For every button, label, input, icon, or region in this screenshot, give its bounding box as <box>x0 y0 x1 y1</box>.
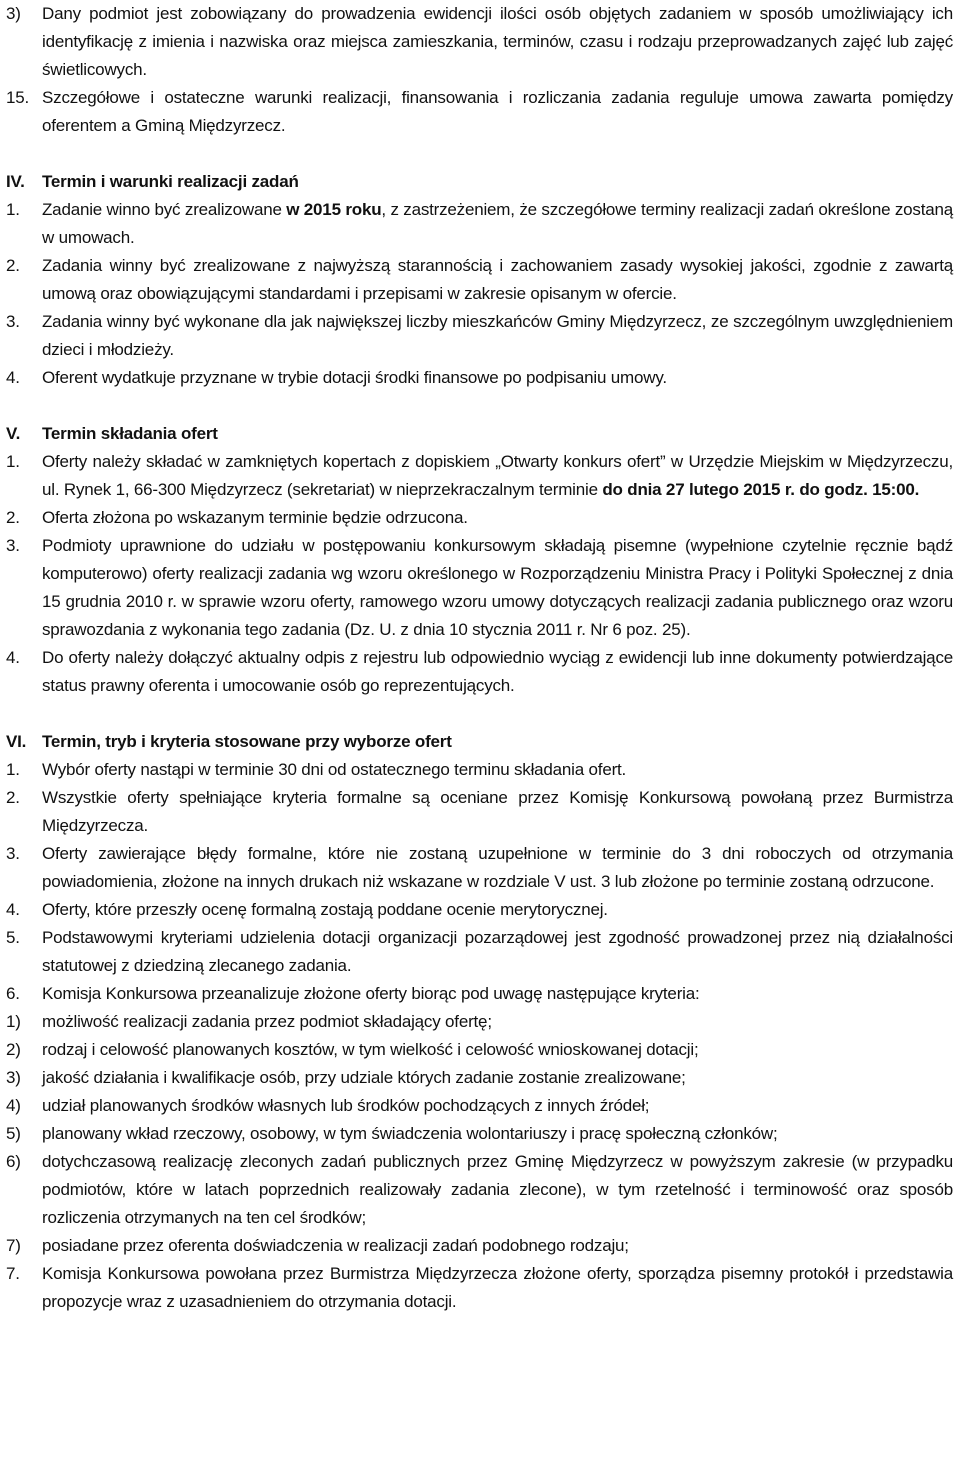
item-text: jakość działania i kwalifikacje osób, przy udziale których zadanie zostanie zrealizowane; <box>42 1068 686 1087</box>
list-item <box>6 504 953 532</box>
list-item <box>6 1260 953 1316</box>
section-heading-iv <box>6 168 953 196</box>
section-number: VI. <box>6 732 27 751</box>
item-text: Komisja Konkursowa przeanalizuje złożone oferty biorąc pod uwagę następujące kryteria: <box>42 984 700 1003</box>
item-text-post: , z zastrzeżeniem, że szczegółowe terminy realizacji zadań określone zostaną w umowach. <box>42 200 953 247</box>
list-item <box>6 896 953 924</box>
list-item <box>6 1232 953 1260</box>
item-number: 1. <box>6 200 20 219</box>
list-item <box>6 1064 953 1092</box>
item-text: rodzaj i celowość planowanych kosztów, w tym wielkość i celowość wnioskowanej dotacji; <box>42 1040 699 1059</box>
list-item <box>6 448 953 504</box>
item-number: 6. <box>6 984 20 1003</box>
item-number: 2. <box>6 788 20 807</box>
item-number: 4. <box>6 648 20 667</box>
item-number: 1. <box>6 760 20 779</box>
list-item <box>6 252 953 308</box>
item-text: Do oferty należy dołączyć aktualny odpis z rejestru lub odpowiednio wyciąg z ewidencji lub inne dokumenty potwierdzające status prawny oferenta i umocowanie osób go reprezentujących. <box>42 648 953 695</box>
item-number: 4) <box>6 1096 21 1115</box>
item-number: 3) <box>6 4 21 23</box>
section-heading-vi <box>6 728 953 756</box>
item-number: 7) <box>6 1236 21 1255</box>
list-item <box>6 980 953 1008</box>
item-number: 5) <box>6 1124 21 1143</box>
item-number: 4. <box>6 368 20 387</box>
list-item <box>6 756 953 784</box>
item-number: 3. <box>6 844 20 863</box>
spacer <box>6 140 953 168</box>
list-item <box>6 1092 953 1120</box>
item-number: 4. <box>6 900 20 919</box>
list-item <box>6 1148 953 1232</box>
spacer <box>6 700 953 728</box>
list-item <box>6 1036 953 1064</box>
item-text: Oferent wydatkuje przyznane w trybie dotacji środki finansowe po podpisaniu umowy. <box>42 368 667 387</box>
item-number: 5. <box>6 928 20 947</box>
item-text: Podstawowymi kryteriami udzielenia dotacji organizacji pozarządowej jest zgodność prowadzonej przez nią działalności statutowej z dziedziną zlecanego zadania. <box>42 928 953 975</box>
list-item <box>6 784 953 840</box>
item-text: Zadania winny być wykonane dla jak największej liczby mieszkańców Gminy Międzyrzecz, ze szczególnym uwzględnieniem dzieci i młodzieży. <box>42 312 953 359</box>
item-text: posiadane przez oferenta doświadczenia w realizacji zadań podobnego rodzaju; <box>42 1236 629 1255</box>
section-title: Termin składania ofert <box>42 424 218 443</box>
list-item <box>6 196 953 252</box>
item-text: Szczegółowe i ostateczne warunki realizacji, finansowania i rozliczania zadania reguluje umowa zawarta pomiędzy oferentem a Gminą Międzyrzecz. <box>42 88 953 135</box>
item-number: 3) <box>6 1068 21 1087</box>
item-text: Podmioty uprawnione do udziału w postępowaniu konkursowym składają pisemne (wypełnione czytelnie ręcznie bądź komputerowo) oferty realizacji zadania wg wzoru określonego w Rozporządzeniu Ministra Pracy i Polityki Społecznej z dnia 15 grudnia 2010 r. w sprawie wzoru oferty, ramowego wzoru umowy dotyczących realizacji zadania publicznego oraz wzoru sprawozdania z wykonania tego zadania (Dz. U. z dnia 10 stycznia 2011 r. Nr 6 poz. 25). <box>42 536 953 639</box>
item-number: 3. <box>6 312 20 331</box>
item-number: 3. <box>6 536 20 555</box>
item-number: 2. <box>6 256 20 275</box>
item-text: Komisja Konkursowa powołana przez Burmistrza Międzyrzecza złożone oferty, sporządza pisemny protokół i przedstawia propozycje wraz z uzasadnieniem do otrzymania dotacji. <box>42 1264 953 1311</box>
item-number: 6) <box>6 1152 21 1171</box>
item-text: Dany podmiot jest zobowiązany do prowadzenia ewidencji ilości osób objętych zadaniem w sposób umożliwiający ich identyfikację z imienia i nazwiska oraz miejsca zamieszkania, terminów, czasu i rodzaju przeprowadzanych zajęć lub zajęć świetlicowych. <box>42 4 953 79</box>
item-text-pre: Zadanie winno być zrealizowane <box>42 200 287 219</box>
item-text-bold: w 2015 roku <box>286 200 382 219</box>
item-text: Wybór oferty nastąpi w terminie 30 dni od ostatecznego terminu składania ofert. <box>42 760 627 779</box>
item-text: Oferta złożona po wskazanym terminie będzie odrzucona. <box>42 508 468 527</box>
item-text: udział planowanych środków własnych lub środków pochodzących z innych źródeł; <box>42 1096 650 1115</box>
list-item <box>6 0 953 84</box>
item-text: Oferty, które przeszły ocenę formalną zostają poddane ocenie merytorycznej. <box>42 900 608 919</box>
list-item <box>6 644 953 700</box>
item-text: dotychczasową realizację zleconych zadań publicznych przez Gminę Międzyrzecz w powyższym zakresie (w przypadku podmiotów, które w latach poprzednich realizowały zadania zlecone), w tym rzetelność i terminowość oraz sposób rozliczenia otrzymanych na ten cel środków; <box>42 1152 953 1227</box>
section-number: V. <box>6 424 21 443</box>
list-item <box>6 1120 953 1148</box>
list-item <box>6 364 953 392</box>
section-number: IV. <box>6 172 25 191</box>
list-item <box>6 308 953 364</box>
section-title: Termin, tryb i kryteria stosowane przy wyborze ofert <box>42 732 452 751</box>
item-text: planowany wkład rzeczowy, osobowy, w tym świadczenia wolontariuszy i pracę społeczną członków; <box>42 1124 778 1143</box>
list-item <box>6 84 953 140</box>
section-title: Termin i warunki realizacji zadań <box>42 172 299 191</box>
item-number: 1. <box>6 452 20 471</box>
item-number: 1) <box>6 1012 21 1031</box>
item-text-bold: do dnia 27 lutego 2015 r. do godz. 15:00. <box>602 480 920 499</box>
item-number: 7. <box>6 1264 20 1283</box>
item-text: Wszystkie oferty spełniające kryteria formalne są oceniane przez Komisję Konkursową powołaną przez Burmistrza Międzyrzecza. <box>42 788 953 835</box>
list-item <box>6 532 953 644</box>
item-text: możliwość realizacji zadania przez podmiot składający ofertę; <box>42 1012 492 1031</box>
list-item <box>6 924 953 980</box>
item-number: 2) <box>6 1040 21 1059</box>
spacer <box>6 392 953 420</box>
item-text: Zadania winny być zrealizowane z najwyższą starannością i zachowaniem zasady wysokiej jakości, zgodnie z zawartą umową oraz obowiązującymi standardami i przepisami w zakresie opisanym w ofercie. <box>42 256 953 303</box>
list-item <box>6 1008 953 1036</box>
section-heading-v <box>6 420 953 448</box>
list-item <box>6 840 953 896</box>
item-text: Oferty zawierające błędy formalne, które nie zostaną uzupełnione w terminie do 3 dni roboczych od otrzymania powiadomienia, złożone na innych drukach niż wskazane w rozdziale V ust. 3 lub złożone po terminie zostaną odrzucone. <box>42 844 953 891</box>
item-text-pre: Oferty należy składać w zamkniętych kopertach z dopiskiem „Otwarty konkurs ofert” w Urzędzie Miejskim w Międzyrzeczu, ul. Rynek 1, 66-300 Międzyrzecz (sekretariat) w nieprzekraczalnym terminie <box>42 452 953 499</box>
item-number: 2. <box>6 508 20 527</box>
item-number: 15. <box>6 88 30 107</box>
